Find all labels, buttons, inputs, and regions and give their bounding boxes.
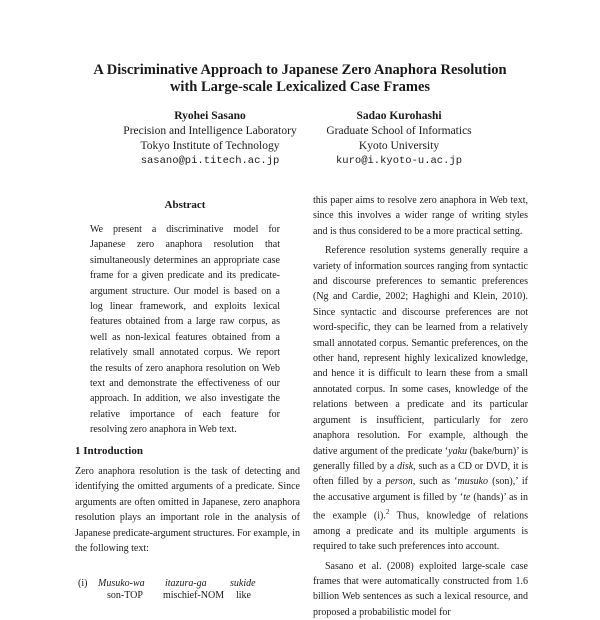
text-run: person: [385, 476, 413, 488]
abstract-body: [90, 222, 280, 438]
author-name: Ryohei Sasano: [174, 110, 246, 122]
author-email[interactable]: sasano@pi.titech.ac.jp: [140, 155, 280, 167]
text-run: (son),’ if the accusative argument is filled by ‘: [313, 476, 529, 503]
example-i: [78, 578, 308, 602]
example-word: sukide: [230, 578, 256, 589]
introduction-heading: 1 Introduction: [75, 445, 143, 457]
example-word: Musuko-wa: [98, 578, 145, 589]
paragraph-sasano: Sasano et al. (2008) exploited large-scale case frames that were automatically constructed from 1.6 billion Web sentences as such a lexical resource, and proposed a probabilistic model for: [313, 560, 528, 618]
example-gloss: like: [236, 590, 251, 601]
example-label: (i): [78, 578, 88, 589]
author-institution: Tokyo Institute of Technology: [140, 140, 280, 152]
text-run: te: [463, 491, 471, 503]
example-gloss: mischief-NOM: [163, 590, 225, 601]
text-run: (bake/burn)’ is generally filled by a: [313, 445, 528, 472]
introduction-text: Zero anaphora resolution is the task of detecting and identifying the omitted arguments of a predicate. Since arguments are often omitted in Japanese, zero anaphora resolution plays an important role in the analysis of Japanese predicate-argument structures. For example, in the following text:: [75, 466, 301, 555]
right-column: [313, 193, 528, 620]
text-run: Thus, knowledge of relations among a predicate and its multiple arguments is required to take such preferences into account.: [313, 510, 529, 553]
text-run: , such as ‘: [412, 476, 458, 488]
text-run: disk: [397, 460, 414, 472]
text-run: Reference resolution systems generally require a variety of information sources ranging from syntactic and discourse preferences to semantic preferences (Ng and Cardie, 2002; Haghighi and Klein, 2010). Since syntactic and discourse preferences are not word-specific, they can be learned from a relatively small annotated corpus. Semantic preferences, on the other hand, represent highly lexicalized knowledge, and hence it is difficult to learn these from a small annotated corpus. In some cases, knowledge of the relations between a predicate and its particular argument is insufficient, particularly for zero anaphora resolution. For example, although the dative argument of the predicate ‘: [313, 245, 528, 457]
abstract-heading: Abstract: [164, 199, 206, 211]
paper-title-line-1: A Discriminative Approach to Japanese Zero Anaphora Resolution: [93, 62, 507, 78]
example-gloss: son-TOP: [107, 590, 143, 601]
footnote-marker[interactable]: 2: [385, 508, 390, 517]
author-affiliation: Precision and Intelligence Laboratory: [123, 125, 297, 137]
author-block-2: [279, 109, 519, 169]
author-name: Sadao Kurohashi: [356, 110, 442, 122]
example-gloss-row: [78, 590, 308, 602]
example-word: itazura-ga: [165, 578, 207, 589]
author-email[interactable]: kuro@i.kyoto-u.ac.jp: [335, 155, 463, 167]
example-words-row: [78, 578, 308, 590]
paragraph: this paper aims to resolve zero anaphora in Web text, since this involves a wider range of writing styles and is thus considered to be a more practical setting.: [313, 195, 528, 237]
text-run: , such as a CD or DVD, it is often filled by a: [313, 460, 528, 488]
introduction-body: [75, 464, 300, 556]
author-institution: Kyoto University: [358, 140, 440, 152]
abstract-text: We present a discriminative model for Japanese zero anaphora resolution that simultaneously determines an appropriate case frame for a given predicate and its predicate-argument structure. Our model is based on a log linear framework, and exploits lexical features obtained from a large raw corpus, as well as non-lexical features obtained from a relatively small annotated corpus. We report the results of zero anaphora resolution on Web text and demonstrate the effectiveness of our approach. In addition, we also investigate the relative importance of each feature for resolving zero anaphora in Web text.: [90, 224, 280, 436]
author-affiliation: Graduate School of Informatics: [326, 125, 472, 137]
text-run: musuko: [457, 476, 489, 488]
text-run: (hands)’ as in the example (i).: [313, 491, 529, 522]
paper-title-line-2: with Large-scale Lexicalized Case Frames: [169, 79, 431, 95]
text-run: yaku: [448, 445, 468, 457]
paragraph-reference-resolution: [313, 243, 528, 554]
